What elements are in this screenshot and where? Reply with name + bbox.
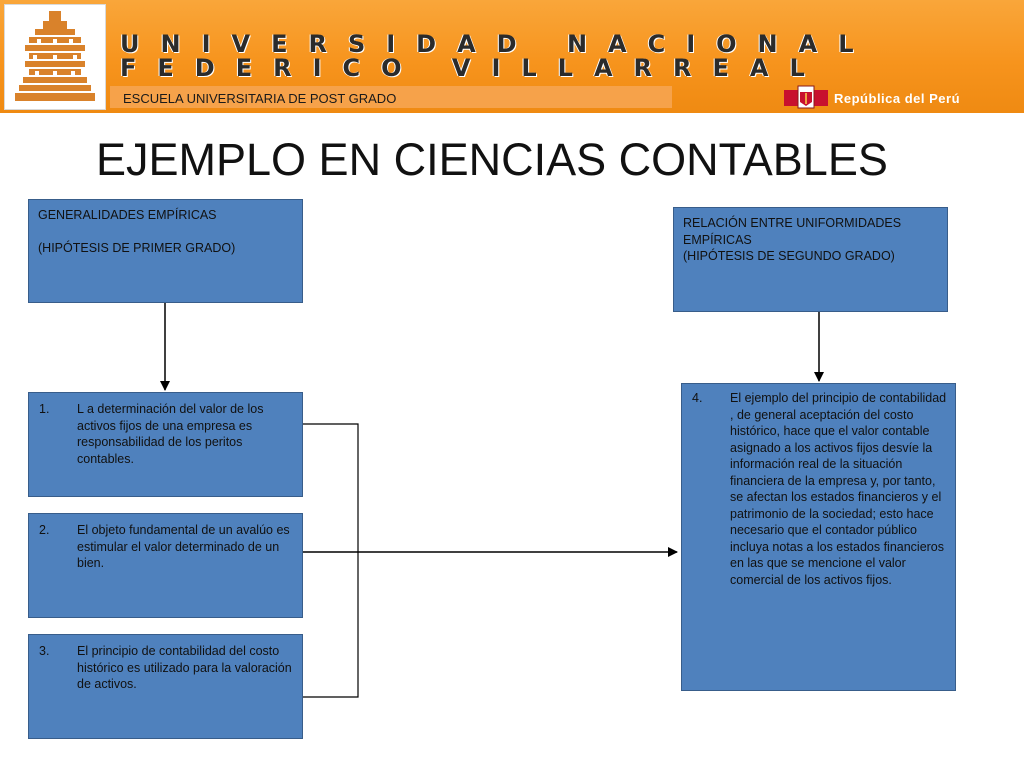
- item-3-number: 3.: [39, 644, 50, 658]
- generalidades-title: GENERALIDADES EMPÍRICAS: [38, 208, 217, 222]
- item-4-number: 4.: [692, 391, 703, 405]
- item-4-text: El ejemplo del principio de contabilidad , de general aceptación del costo histórico, hace que el valor contable asignado a los activos fijos desvíe la información real de la situación financiera de la empresa y, por tanto, se afectan los estados financieros y el patrimonio de la sociedad; esto hace necesario que el contador público incluya notas a los estados financieros en las que se mencione el valor comercial de los activos fijos.: [730, 391, 947, 587]
- box-relacion-uniformidades: [673, 207, 948, 312]
- box-item-2: [28, 513, 303, 618]
- box-item-1: [28, 392, 303, 497]
- box-generalidades-empiricas: [28, 199, 303, 303]
- relacion-title: RELACIÓN ENTRE UNIFORMIDADES EMPÍRICAS: [683, 216, 902, 247]
- university-name-line2: FEDERICO VILLARREAL: [120, 54, 826, 82]
- box-item-3: [28, 634, 303, 739]
- box-item-4: [681, 383, 956, 691]
- bracket-items-1-3: [303, 424, 358, 697]
- republica-label: República del Perú: [834, 91, 961, 106]
- item-2-text: El objeto fundamental de un avalúo es estimular el valor determinado de un bien.: [77, 523, 290, 570]
- generalidades-subtitle: (HIPÓTESIS DE PRIMER GRADO): [38, 240, 236, 255]
- item-3-text: El principio de contabilidad del costo histórico es utilizado para la valoración de activos.: [77, 644, 292, 691]
- university-name-line1: UNIVERSIDAD NACIONAL: [120, 30, 875, 58]
- school-name: ESCUELA UNIVERSITARIA DE POST GRADO: [123, 91, 397, 106]
- slide-title: EJEMPLO EN CIENCIAS CONTABLES: [96, 134, 888, 185]
- relacion-subtitle: (HIPÓTESIS DE SEGUNDO GRADO): [683, 249, 895, 263]
- item-2-number: 2.: [39, 523, 50, 537]
- item-1-text: L a determinación del valor de los activos fijos de una empresa es responsabilidad de los peritos contables.: [77, 402, 264, 466]
- item-1-number: 1.: [39, 402, 50, 416]
